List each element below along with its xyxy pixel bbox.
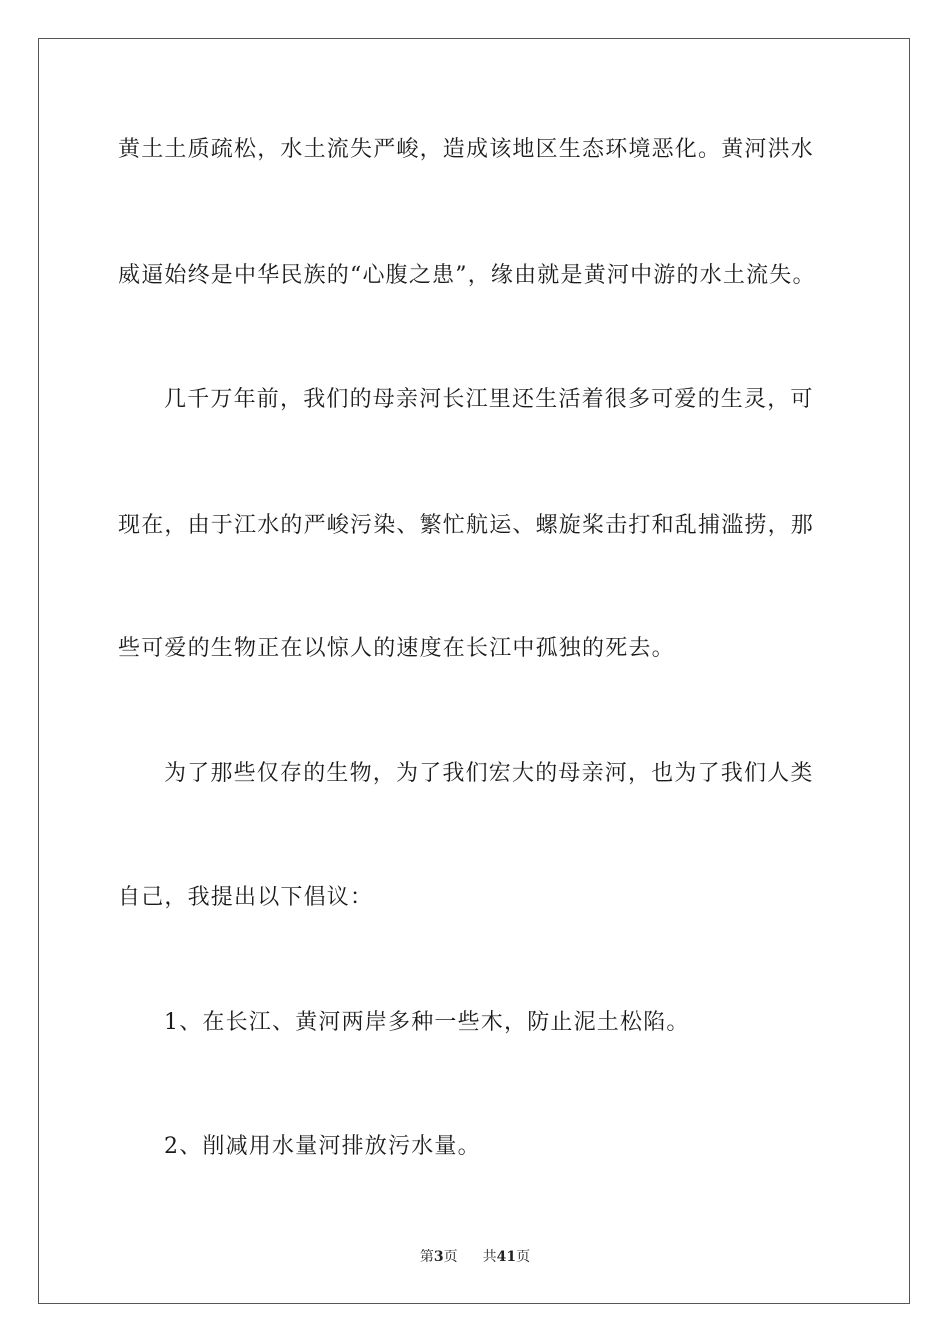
total-pages: 41 (496, 1249, 517, 1265)
paragraph-line-1: 黄土土质疏松，水土流失严峻，造成该地区生态环境恶化。黄河洪水 (118, 137, 815, 162)
page-prefix: 第 (419, 1249, 434, 1265)
page-footer (0, 1247, 950, 1267)
page-suffix: 页 (443, 1249, 458, 1265)
list-item-1: 1、在长江、黄河两岸多种一些木，防止泥土松陷。 (164, 1010, 690, 1035)
paragraph-line-3: 几千万年前，我们的母亲河长江里还生活着很多可爱的生灵，可 (164, 387, 814, 412)
paragraph-line-6: 为了那些仅存的生物，为了我们宏大的母亲河，也为了我们人类 (164, 761, 814, 786)
total-suffix: 页 (516, 1249, 531, 1265)
list-item-2: 2、削减用水量河排放污水量。 (164, 1134, 481, 1159)
page-number: 3 (433, 1249, 444, 1265)
paragraph-line-5: 些可爱的生物正在以惊人的速度在长江中孤独的死去。 (118, 636, 675, 661)
paragraph-line-2: 威逼始终是中华民族的“心腹之患”，缘由就是黄河中游的水土流失。 (118, 263, 816, 288)
page-border (38, 38, 910, 1304)
total-prefix: 共 (482, 1249, 497, 1265)
paragraph-line-4: 现在，由于江水的严峻污染、繁忙航运、螺旋桨击打和乱捕滥捞，那 (118, 513, 815, 538)
paragraph-line-7: 自己，我提出以下倡议： (118, 885, 374, 910)
